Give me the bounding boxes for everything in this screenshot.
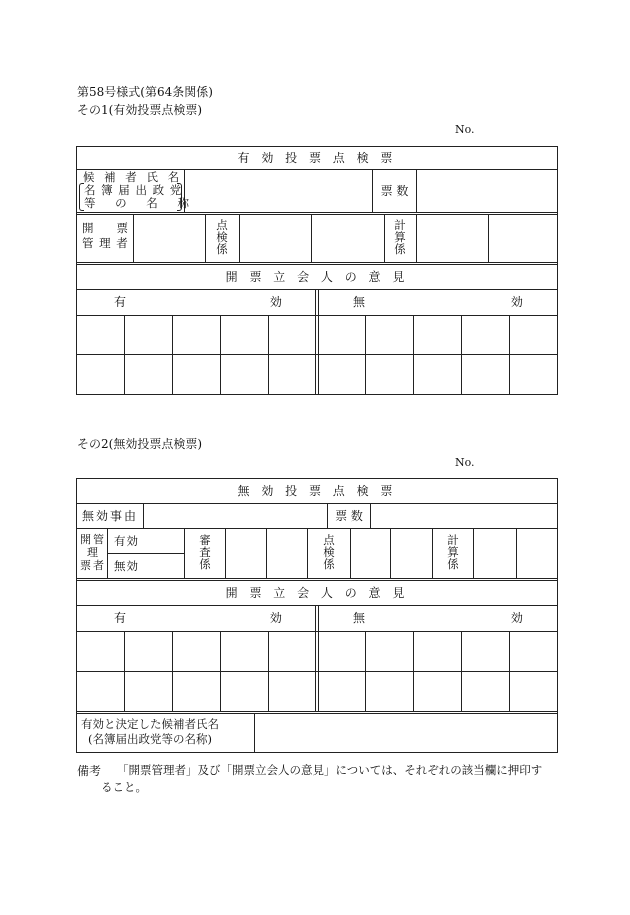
part1-no-label: No.	[455, 123, 475, 136]
part1-inspector-label: 点検係	[216, 218, 228, 256]
form-number: 第58号様式(第64条関係)	[77, 85, 213, 99]
part2-calculator-label: 計算係	[447, 533, 459, 571]
part2-manager-label: 開 管 理 票 者	[80, 533, 104, 572]
note-line2: ること。	[101, 780, 147, 794]
decided-candidate-label-line1: 有効と決定した候補者氏名	[81, 717, 219, 731]
candidate-label-line3: 等 の 名 称	[84, 196, 197, 210]
part2-title: その2(無効投票点検票)	[77, 437, 202, 451]
note-line1: 「開票管理者」及び「開票立会人の意見」については、それぞれの該当欄に押印す	[117, 763, 543, 777]
part2-valid-label: 有 効	[114, 611, 282, 625]
part2-witness-title: 開 票 立 会 人 の 意 見	[225, 586, 409, 600]
part1-valid-label: 有 効	[114, 295, 282, 309]
part1-votes-label: 票 数	[380, 184, 409, 198]
part2-invalid-small: 無効	[114, 559, 139, 573]
part2-invalid-label: 無 効	[353, 611, 523, 625]
part2-votes-label: 票 数	[335, 509, 363, 523]
decided-candidate-label-line2: (名簿届出政党等の名称)	[88, 732, 212, 746]
part1-invalid-label: 無 効	[353, 295, 523, 309]
part1-title: その1(有効投票点検票)	[77, 103, 202, 117]
part2-examiner-label: 審査係	[199, 533, 211, 571]
candidate-label-line2: 名 簿 届 出 政 党	[84, 183, 183, 197]
part2-table-title: 無 効 投 票 点 検 票	[237, 484, 397, 498]
part2-no-label: No.	[455, 456, 475, 469]
part1-calculator-label: 計算係	[394, 218, 406, 256]
part1-manager-label-line2: 管 理 者	[82, 236, 129, 250]
part2-inspector-label: 点検係	[323, 533, 335, 571]
part2-valid-small: 有効	[114, 534, 139, 548]
part1-manager-label-line1: 開 票	[82, 221, 128, 235]
part1-witness-title: 開 票 立 会 人 の 意 見	[225, 270, 409, 284]
part1-table-title: 有 効 投 票 点 検 票	[237, 151, 397, 165]
candidate-label-line1: 候 補 者 氏 名	[83, 170, 183, 184]
part2-reason-label: 無効事由	[82, 509, 139, 523]
note-label: 備考	[77, 764, 102, 778]
